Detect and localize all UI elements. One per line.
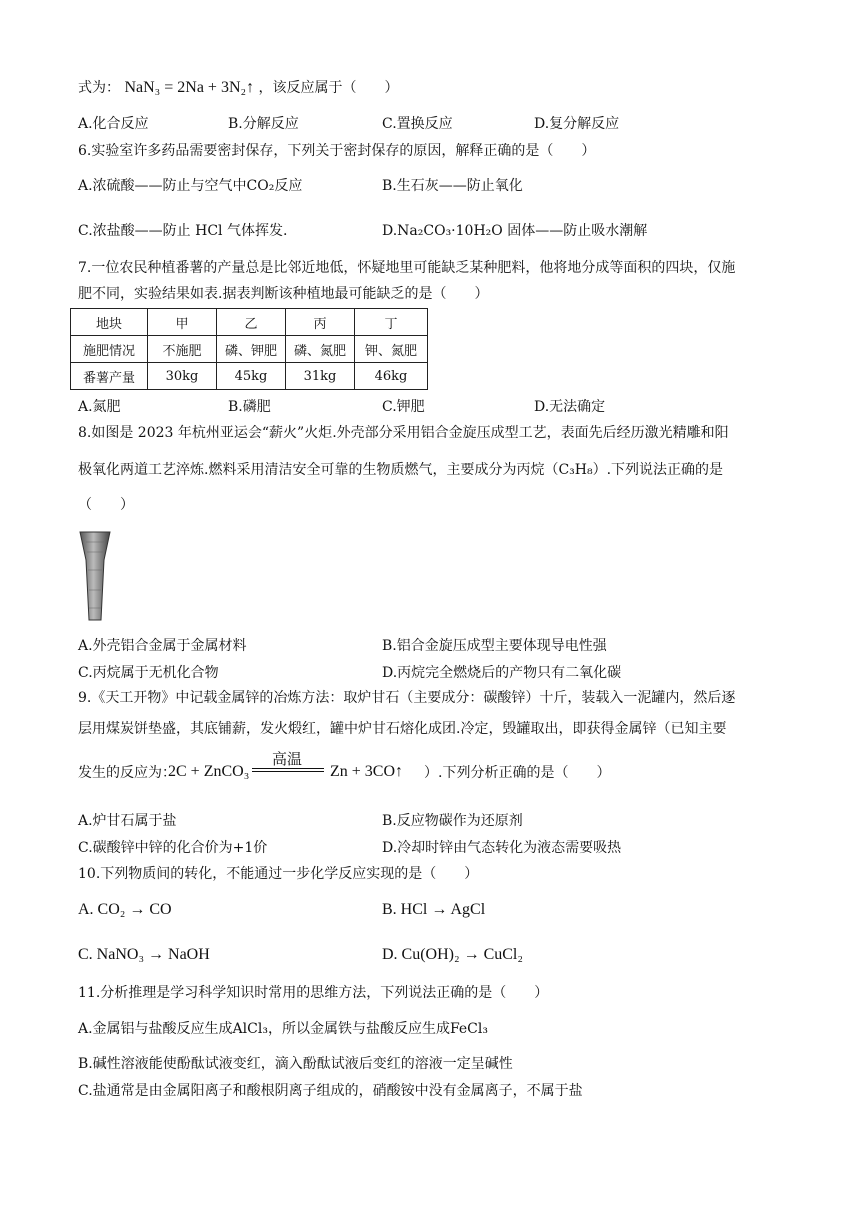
table-header-row <box>71 309 428 336</box>
table-row <box>71 363 428 390</box>
q8-stem-line2: 极氧化两道工艺淬炼.燃料采用清洁安全可靠的生物质燃气，主要成分为丙烷（C₃H₈）.下列说法正确的是 <box>78 462 724 478</box>
q6-stem: 6.实验室许多药品需要密封保存，下列关于密封保存的原因，解释正确的是（ ） <box>78 143 596 159</box>
q7-option-b: B.磷肥 <box>228 399 271 415</box>
q9-stem-line2: 层用煤炭饼垫盛，其底铺薪，发火煅红，罐中炉甘石熔化成团.冷定，毁罐取出，即获得金属锌（已知主要 <box>78 721 727 737</box>
q11-option-b: B.碱性溶液能使酚酞试液变红，滴入酚酞试液后变红的溶液一定呈碱性 <box>78 1056 513 1072</box>
q11-option-a: A.金属铝与盐酸反应生成AlCl₃，所以金属铁与盐酸反应生成FeCl₃ <box>78 1021 488 1037</box>
q7-option-a: A.氮肥 <box>78 399 121 415</box>
q9-equation-right: Zn + 3CO↑ <box>330 763 404 780</box>
table-cell: 丁 <box>355 309 428 336</box>
table-cell: 45kg <box>217 363 286 390</box>
q9-option-b: B.反应物碳作为还原剂 <box>382 813 523 829</box>
equals-bar-bottom <box>252 771 324 772</box>
table-cell: 30kg <box>148 363 217 390</box>
q10-option-b: B. HCl → AgCl <box>382 901 486 918</box>
q9-stem-line3-prefix: 发生的反应为： <box>78 765 176 781</box>
torch-image <box>78 530 112 622</box>
q7-stem-line1: 7.一位农民种植番薯的产量总是比邻近地低，怀疑地里可能缺乏某种肥料，他将地分成等面积的四块，仅施 <box>78 260 736 276</box>
q8-option-a: A.外壳铝合金属于金属材料 <box>78 638 247 654</box>
table-cell: 乙 <box>217 309 286 336</box>
q9-equation-left: 2C + ZnCO₃ <box>168 763 250 780</box>
table-cell: 地块 <box>71 309 148 336</box>
table-cell: 磷、氮肥 <box>286 336 355 363</box>
q5-option-a: A.化合反应 <box>78 116 149 132</box>
q7-option-d: D.无法确定 <box>534 399 606 415</box>
q8-stem-line1: 8.如图是 2023 年杭州亚运会“薪火”火炬.外壳部分采用铝合金旋压成型工艺，表面先后经历激光精雕和阳 <box>78 425 729 441</box>
table-cell: 施肥情况 <box>71 336 148 363</box>
q10-option-c: C. NaNO₃ → NaOH <box>78 946 210 963</box>
q5-equation: NaN₃ = 2Na + 3N₂↑ <box>124 79 255 96</box>
q5-option-c: C.置换反应 <box>382 116 453 132</box>
q10-option-d: D. Cu(OH)₂ → CuCl₂ <box>382 946 523 963</box>
q5-option-d: D.复分解反应 <box>534 116 620 132</box>
equals-bar-top <box>252 768 324 769</box>
q8-option-c: C.丙烷属于无机化合物 <box>78 665 219 681</box>
q9-stem-line1: 9.《天工开物》中记载金属锌的冶炼方法：取炉甘石（主要成分：碳酸锌）十斤，装载入一泥罐内，然后逐 <box>78 690 736 706</box>
q11-stem: 11.分析推理是学习科学知识时常用的思维方法，下列说法正确的是（ ） <box>78 985 549 1001</box>
q7-option-c: C.钾肥 <box>382 399 425 415</box>
table-cell: 磷、钾肥 <box>217 336 286 363</box>
q5-prefix: 式为： <box>78 80 120 96</box>
table-row <box>71 336 428 363</box>
q9-stem-line3-suffix: ）.下列分析正确的是（ ） <box>424 765 611 781</box>
q9-option-d: D.冷却时锌由气态转化为液态需要吸热 <box>382 840 622 856</box>
table-cell: 丙 <box>286 309 355 336</box>
q6-option-c: C.浓盐酸——防止 HCl 气体挥发. <box>78 223 288 239</box>
table-cell: 46kg <box>355 363 428 390</box>
q9-reaction-condition: 高温 <box>271 750 302 768</box>
q8-option-b: B.铝合金旋压成型主要体现导电性强 <box>382 638 607 654</box>
q6-option-d: D.Na₂CO₃·10H₂O 固体——防止吸水潮解 <box>382 223 648 239</box>
q9-option-c: C.碳酸锌中锌的化合价为+1价 <box>78 840 268 856</box>
q6-option-a: A.浓硫酸——防止与空气中CO₂反应 <box>78 178 303 194</box>
q5-equation-line <box>78 78 399 98</box>
table-cell: 不施肥 <box>148 336 217 363</box>
q8-stem-line3: （ ） <box>78 497 134 513</box>
q7-stem-line2: 肥不同，实验结果如表.据表判断该种植地最可能缺乏的是（ ） <box>78 286 489 302</box>
q10-stem: 10.下列物质间的转化，不能通过一步化学反应实现的是（ ） <box>78 866 479 882</box>
table-cell: 31kg <box>286 363 355 390</box>
q5-option-b: B.分解反应 <box>228 116 299 132</box>
table-cell: 甲 <box>148 309 217 336</box>
q6-option-b: B.生石灰——防止氧化 <box>382 178 523 194</box>
q8-option-d: D.丙烷完全燃烧后的产物只有二氧化碳 <box>382 665 622 681</box>
q9-option-a: A.炉甘石属于盐 <box>78 813 177 829</box>
q10-option-a: A. CO₂ → CO <box>78 901 172 918</box>
table-cell: 番薯产量 <box>71 363 148 390</box>
q5-suffix: ，该反应属于（ ） <box>258 80 399 96</box>
table-cell: 钾、氮肥 <box>355 336 428 363</box>
q11-option-c: C.盐通常是由金属阳离子和酸根阴离子组成的，硝酸铵中没有金属离子，不属于盐 <box>78 1083 583 1099</box>
fertilizer-yield-table <box>70 308 428 390</box>
